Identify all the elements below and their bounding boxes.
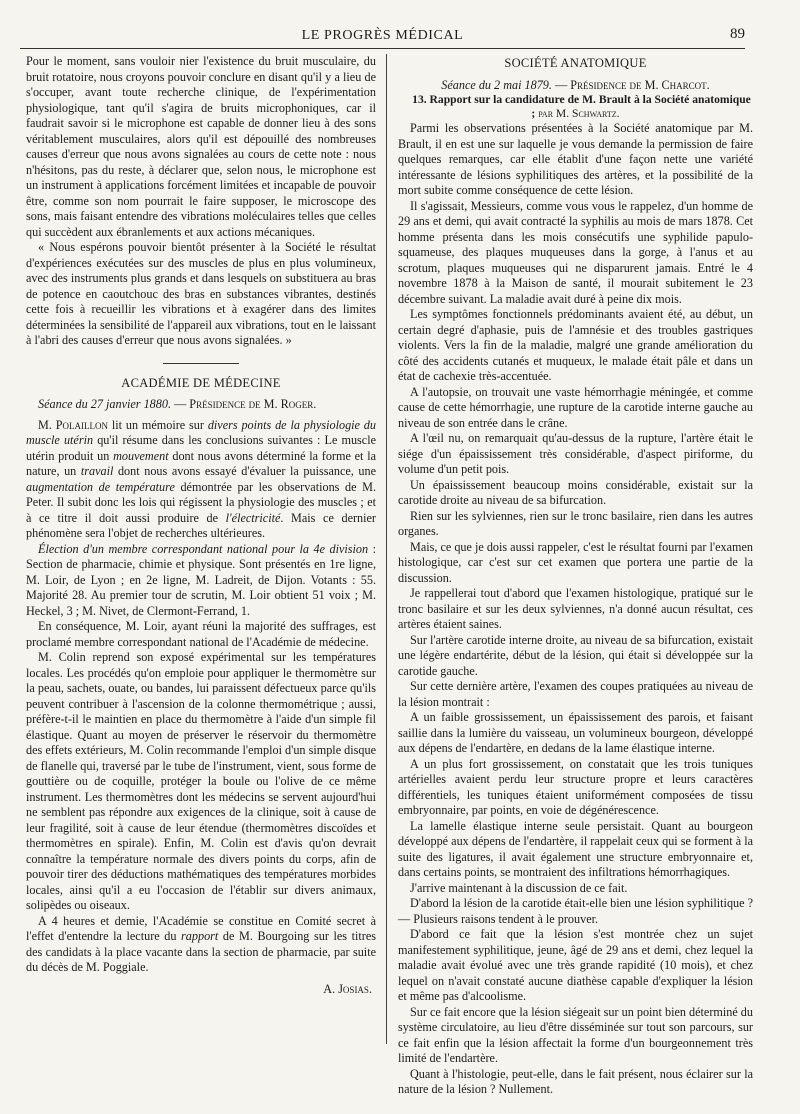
section-title: SOCIÉTÉ ANATOMIQUE xyxy=(504,56,647,70)
session-date: Séance du 27 janvier 1880. xyxy=(38,397,172,411)
text-run: A 4 heures et demie, l'Académie se constitue en Comité secret à l'effet d'entendre la lecture du xyxy=(26,913,376,943)
paragraph: Sur ce fait encore que la lésion siégeait sur un point bien déterminé du système circulatoire, au lieu d'être disséminée sur tout son parcours, sur ce fait enfin que la lésion affectait la forme d'un bourgeonnement très limité de l'endartère. xyxy=(398,1004,753,1065)
paragraph: Pour le moment, sans vouloir nier l'existence du bruit musculaire, du bruit rotatoire, nous croyons pouvoir conclure en disant qu'il y a lieu de s'occuper, avant toute recherche clinique, de l'expérimentation physiologique, tant qu'il s'agira de bruits microphoniques, car il faudrait savoir si le microphone est capable de donner lieu à des sons véritablement musculaires, alors qu'il est dépouillé des nombreuses causes d'erreur que nous avons signalées au cours de cette note : nous n'hésitons, pas du reste, à déclarer que, selon nous, le microphone est un instrument à applications forcément limitées et incapable de pouvoir être, comme son nom pourrait le faire supposer, le microscope des sons, mais faisant entendre des vibrations moléculaires telles que celles qui succèdent aux ébranlements et aux actions mécaniques. xyxy=(26,54,376,239)
paragraph: J'arrive maintenant à la discussion de ce fait. xyxy=(410,880,628,895)
text-run: qu'il résume dans les conclusions suivantes : Le muscle utérin produit un xyxy=(26,433,376,463)
paragraph: A un faible grossissement, un épaississement des parois, et faisant saillie dans la lumière du vaisseau, un volumineux bourgeon, développé aux dépens de l'endartère, en dedans de la lame élastique interne. xyxy=(398,710,753,755)
paragraph xyxy=(26,914,376,976)
section-separator xyxy=(163,363,239,364)
section-title: ACADÉMIE DE MÉDECINE xyxy=(121,375,281,390)
session-presidency: — Présidence de M. Charcot. xyxy=(551,77,710,92)
author-signature: A. Josias. xyxy=(323,981,372,996)
report-title: 13. Rapport sur la candidature de M. Brault à la Société anatomique ; xyxy=(412,93,751,120)
paragraph: Sur l'artère carotide interne droite, au niveau de sa bifurcation, existait une légère endartérite, début de la lésion, qui était si développée sur la carotide gauche. xyxy=(398,632,753,678)
paragraph: Mais, ce que je dois aussi rappeler, c'est le résultat fourni par l'examen histologique, car c'est sur cet examen que portera une partie de la discussion. xyxy=(398,539,753,585)
text-run: démontrée par les observations de M. Peter. Il subit donc les lois qui régissent la physiologie des muscles ; et à ce titre il doit aussi produire de xyxy=(26,479,376,525)
paragraph: Sur cette dernière artère, l'examen des coupes pratiquées au niveau de la lésion montrait : xyxy=(398,679,753,709)
session-line xyxy=(26,397,376,413)
italic-run: augmentation de température xyxy=(26,479,175,494)
report-heading xyxy=(398,93,753,121)
paragraph: A l'œil nu, on remarquait qu'au-dessus de la rupture, l'artère était le siége d'un épaississement très considérable, d'aspect piriforme, du volume d'un petit pois. xyxy=(398,431,753,476)
italic-run: mouvement xyxy=(113,448,169,463)
session-line xyxy=(398,78,753,94)
paragraph: Un épaississement beaucoup moins considérable, existait sur la carotide droite au niveau de sa bifurcation. xyxy=(398,477,753,507)
paragraph: Les symptômes fonctionnels prédominants avaient été, au début, un certain degré d'aphasie, puis de l'amnésie et des troubles gastriques violents. Vers la fin de la maladie, malgré une grande amélioration du côté des accidents cutanés et muqueux, le malade était pâle et dans un état de cachexie très-accentuée. xyxy=(398,307,753,383)
page-number: 89 xyxy=(730,26,745,42)
left-column xyxy=(26,54,376,997)
paragraph: « Nous espérons pouvoir bientôt présenter à la Société le résultat d'expériences exécutées sur des muscles de plus en plus volumineux, avec des instruments plus grands et dans lesquels on substituera au bras de potence en caoutchouc des bras en substances vibrantes, destinés cette fois à recueillir les vibrations et à exagérer dans des limites déterminées la sensibilité de l'appareil aux vibrations, tout en le laissant à l'abri des causes d'erreur que nous avons signalées. » xyxy=(26,240,376,347)
paragraph: A l'autopsie, on trouvait une vaste hémorrhagie méningée, et comme cause de cette hémorrhagie, une rupture de la carotide interne gauche au niveau de son entrée dans le crâne. xyxy=(398,384,753,430)
paragraph: Quant à l'histologie, peut-elle, dans le fait présent, nous éclairer sur la nature de la lésion ? Nullement. xyxy=(398,1066,753,1096)
italic-run: l'électricité xyxy=(225,510,281,525)
paragraph: A un plus fort grossissement, on constatait que les trois tuniques artérielles avaient perdu leur structure propre et leurs caractères différentiels, les tuniques étaient uniformément composées de tissu embryonnaire, par points, en voie de dégénérescence. xyxy=(398,756,753,817)
paragraph xyxy=(26,418,376,542)
paragraph: Rien sur les sylviennes, rien sur le tronc basilaire, rien dans les autres organes. xyxy=(398,508,753,538)
paragraph: Il s'agissait, Messieurs, comme vous vous le rappelez, d'un homme de 29 ans et demi, qui avait contracté la syphilis au mois de mars 1878. Cet homme présenta dans les mois consécutifs une syphilide papulo-squameuse, des plaques muqueuses dans la gorge, à l'anus et au scrotum, plaques muqueuses qui ne disparurent jamais. Entré le 4 novembre 1878 à la Maison de santé, il mourait subitement le 23 décembre suivant. La maladie avait duré à peine dix mois. xyxy=(398,198,753,306)
paragraph: La lamelle élastique interne seule persistait. Quant au bourgeon développé aux dépens de l'endartère, il rappelait ceux qui se forment à la suite des ligatures, il avait également une structure embryonnaire et, dans certains points, se montraient des infiltrations hémorrhagiques. xyxy=(398,818,753,879)
italic-run: Élection d'un membre correspondant national pour la 4e division xyxy=(38,541,369,556)
text-run: . Mais ce dernier phénomène sera l'objet de recherches ultérieures. xyxy=(26,510,376,540)
paragraph: Je rappellerai tout d'abord que l'examen histologique, pratiqué sur le tronc basilaire et sur les deux sylviennes, n'a donné aucun résultat, ces artères étaient saines. xyxy=(398,586,753,631)
paragraph: Parmi les observations présentées à la Société anatomique par M. Brault, il en est une sur laquelle je vous demande la permission de faire quelques remarques, car elle établit d'une façon nette une variété intéressante de lésions syphilitiques des artères, et la possibilité de la mort subite comme conséquence de cette lésion. xyxy=(398,121,753,197)
text-run: : Section de pharmacie, chimie et physique. Sont présentés en 1re ligne, M. Loir, de Lyon ; en 2e ligne, M. Ladreit, de Dijon. Votants : 55. Majorité 28. Au premier tour de scrutin, M. Loir obtient 51 voix ; M. Heckel, 3 ; M. Nivet, de Clermont-Ferrand, 1. xyxy=(26,541,377,618)
running-header xyxy=(20,24,745,49)
paragraph: D'abord ce fait que la lésion s'est montrée chez un sujet manifestement syphilitique, jeune, âgé de 29 ans et demi, chez lequel la maladie avait évolué avec une très grande rapidité (10 mois), et chez lequel on n'avait constaté aucune diathèse capable d'expliquer la lésion et même pas d'alcoolisme. xyxy=(398,927,753,1003)
paragraph: D'abord la lésion de la carotide était-elle bien une lésion syphilitique ? — Plusieurs raisons tendent à le prouver. xyxy=(398,896,753,926)
text-run: de M. Bourgoing sur les titres des candidats à la place vacante dans la section de pharmacie, par suite du décès de M. Poggiale. xyxy=(26,929,376,974)
right-column xyxy=(398,54,753,1098)
journal-title: LE PROGRÈS MÉDICAL xyxy=(301,28,464,43)
text-run: dont nous avons déterminé la forme et la nature, un xyxy=(26,448,376,478)
speaker-name: M. Polaillon xyxy=(38,417,108,432)
paragraph: M. Colin reprend son exposé expérimental sur les températures locales. Les procédés qu'on emploie pour appliquer le thermomètre sur la peau, sachets, ouate, ou bandes, lui paraissent défectueux parce qu'ils peuvent contribuer à l'ascension de la colonne thermométrique ; aussi, préfère-t-il le maintien en place du thermomètre à l'aide d'un simple fil élastique. Quant au moyen de préserver le réservoir du thermomètre des effets extérieurs, M. Colin recommande l'emploi d'un simple disque de flanelle qui, traversé par le tube de l'instrument, vient, sous forme de gouttière ou de coquille, protéger la boule ou l'olive de ce même instrument. Les thermomètres dont les médecins se servent aujourd'hui ne semblent pas répondre aux exigences de la clinique, soit à cause de leur fragilité, soit à cause de leur étendue (thermomètres discoïdes et thermomètres en spirale). Enfin, M. Colin est d'avis qu'on devrait connaître la température normale des divers points du corps, afin de pouvoir tirer des déductions mathématiques des températures morbides locales, ainsi qu'il a eu l'occasion de l'établir sur divers animaux, solipèdes ou oiseaux. xyxy=(26,650,376,912)
italic-run: divers points de la physiologie du muscle utérin xyxy=(26,417,376,447)
session-date: Séance du 2 mai 1879. xyxy=(441,77,552,92)
column-divider xyxy=(386,54,387,1044)
text-run: dont nous avons essayé d'évaluer la puissance, une xyxy=(113,464,377,478)
paragraph xyxy=(26,542,376,620)
text-run: lit un mémoire sur xyxy=(108,417,208,432)
paragraph: En conséquence, M. Loir, ayant réuni la majorité des suffrages, est proclamé membre correspondant national de l'Académie de médecine. xyxy=(26,619,376,649)
italic-run: rapport xyxy=(181,929,219,943)
report-author: par M. Schwartz. xyxy=(535,107,620,120)
italic-run: travail xyxy=(80,464,114,478)
session-presidency: — Présidence de M. Roger. xyxy=(171,397,317,411)
